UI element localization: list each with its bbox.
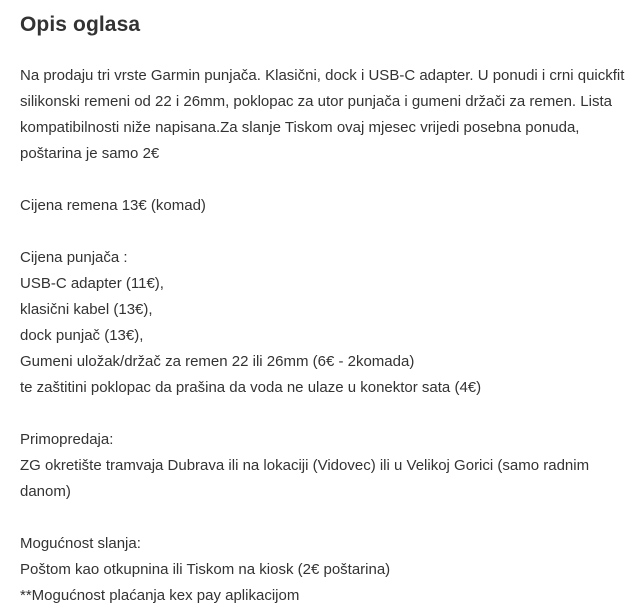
charger-price-line: klasični kabel (13€), [20, 301, 153, 318]
paragraph-gap [20, 219, 630, 245]
charger-price-line: dock punjač (13€), [20, 327, 144, 344]
ad-description-section [20, 0, 630, 609]
shipping-line: **Mogućnost plaćanja kex pay aplikacijom [20, 587, 300, 604]
pickup-text: ZG okretište tramvaja Dubrava ili na lokaciji (Vidovec) ili u Velikoj Gorici (samo radnim danom) [20, 457, 590, 500]
paragraph-gap [20, 167, 630, 193]
charger-price-line: USB-C adapter (11€), [20, 275, 164, 292]
charger-price-line: te zaštitini poklopac da prašina da voda ne ulaze u konektor sata (4€) [20, 379, 482, 396]
shipping-heading: Mogućnost slanja: [20, 535, 141, 552]
paragraph-gap [20, 505, 630, 531]
charger-price-heading: Cijena punjača : [20, 249, 128, 266]
shipping-line: Poštom kao otkupnina ili Tiskom na kiosk (2€ poštarina) [20, 561, 391, 578]
paragraph-gap [20, 401, 630, 427]
ad-intro-text: Na prodaju tri vrste Garmin punjača. Klasični, dock i USB-C adapter. U ponudi i crni quickfit silikonski remeni od 22 i 26mm, poklopac za utor punjača i gumeni držači za remen. Lista kompatibilnosti niže napisana.Za slanje Tiskom ovaj mjesec vrijedi posebna ponuda, poštarina je samo 2€ [20, 67, 625, 162]
pickup-heading: Primopredaja: [20, 431, 114, 448]
ad-description-body [20, 63, 630, 609]
charger-price-line: Gumeni uložak/držač za remen 22 ili 26mm (6€ - 2komada) [20, 353, 415, 370]
ad-description-title: Opis oglasa [20, 13, 141, 36]
strap-price-text: Cijena remena 13€ (komad) [20, 197, 206, 214]
